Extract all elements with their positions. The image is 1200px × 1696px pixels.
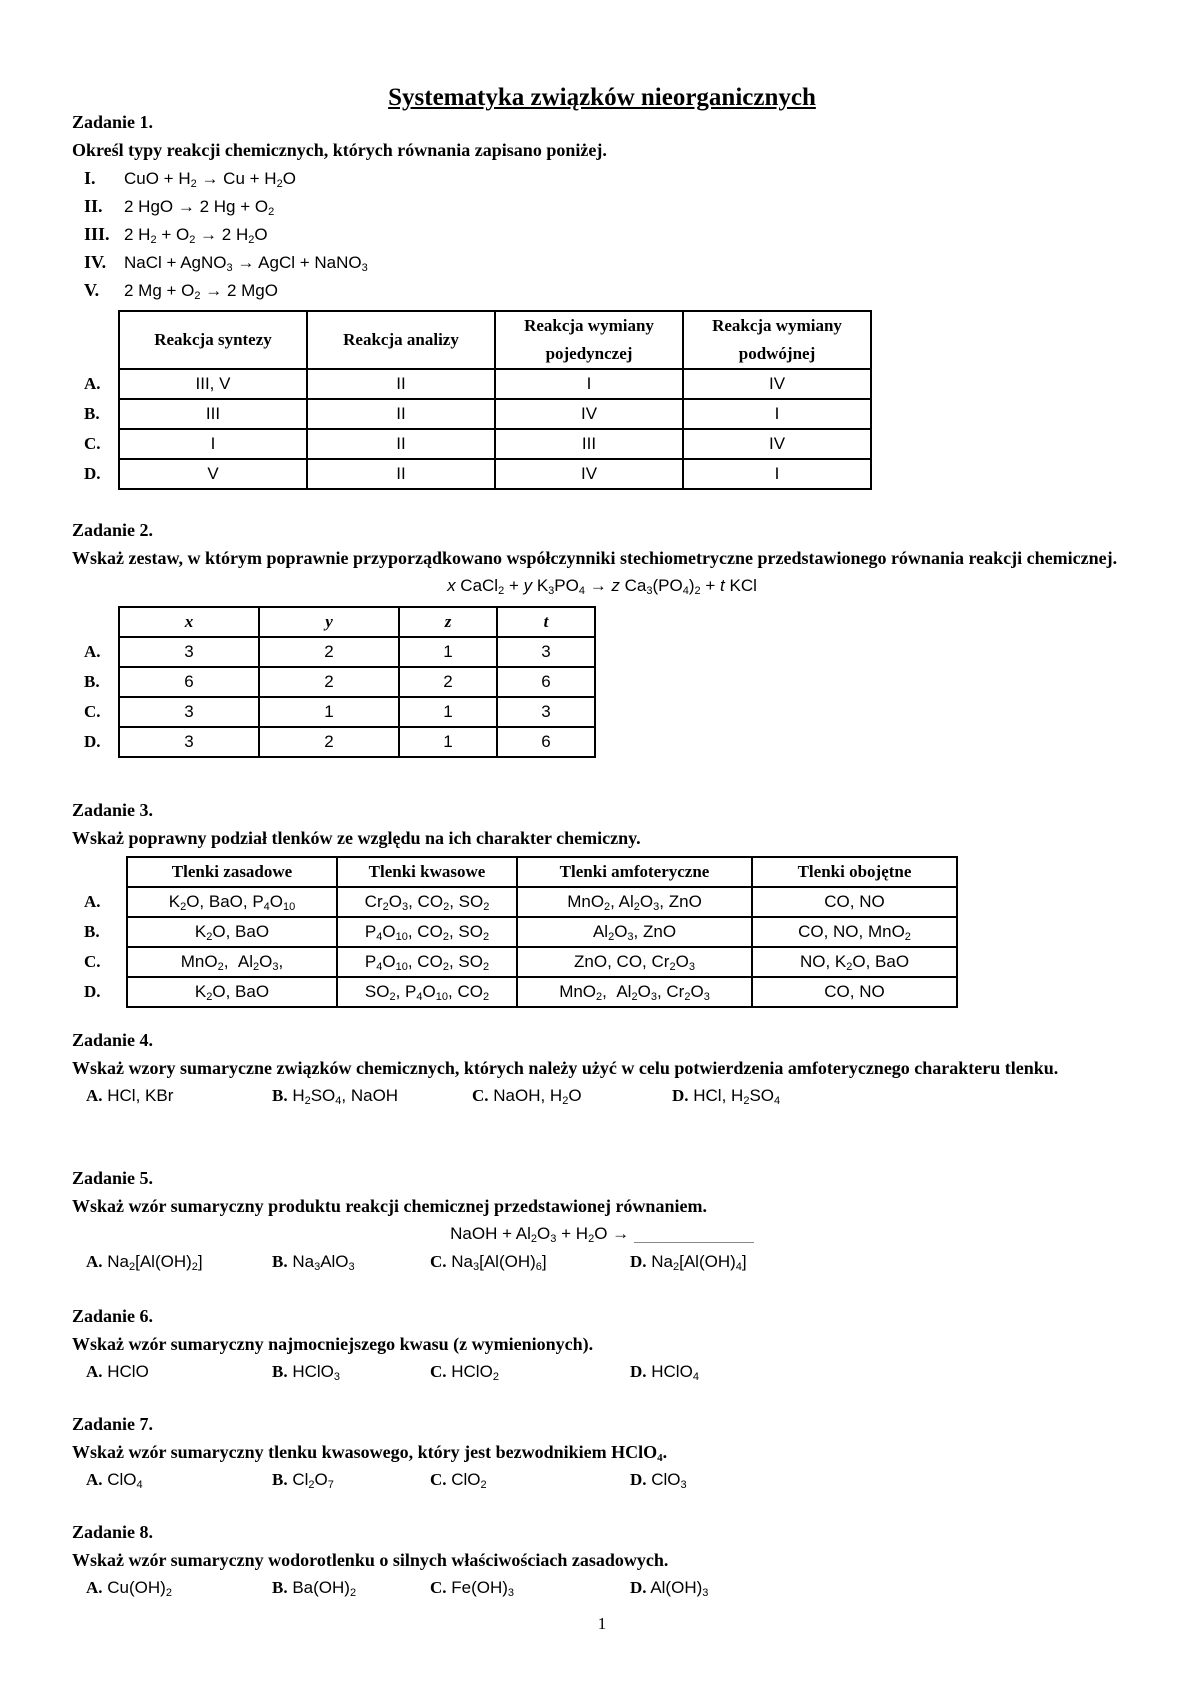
equation-2: II. 2 HgO → 2 $Hg + O_2$	[84, 196, 275, 218]
task-4-label: Zadanie 4.	[72, 1030, 154, 1050]
task-5	[72, 1164, 1132, 1276]
task-6-label: Zadanie 6.	[72, 1306, 154, 1326]
task-1-text: Określ typy reakcji chemicznych, których równania zapisano poniżej.	[72, 140, 607, 160]
task-1-table: Reakcja syntezy Reakcja analizy Reakcja wymiany pojedynczej Reakcja wymiany podwójnej A. III, V II I IV B. III II IV I C. I II III IV D. V II IV I	[72, 310, 872, 490]
task-5-text: Wskaż wzór sumaryczny produktu reakcji chemicznej przedstawionej równaniem.	[72, 1196, 707, 1216]
task-7-text: Wskaż wzór sumaryczny tlenku kwasowego, który jest bezwodnikiem HClO$_4$.	[72, 1442, 668, 1464]
task-2-label: Zadanie 2.	[72, 520, 154, 540]
table-row: C. I II III IV	[72, 429, 871, 459]
task-2-table: x y z t A. 3 2 1 3 B. 6 2 2 6 C. 3 1 1 3 D. 3 2 1 6	[72, 606, 596, 758]
table-row: B. $K_2O$, BaO $P_4O_{10}$, $CO_2$, $SO_2$ $Al_2O_3$, ZnO CO, NO, MnO$_2$	[72, 917, 957, 947]
table-row: B. 6 2 2 6	[72, 667, 595, 697]
page-number: 1	[597, 1614, 607, 1633]
task-5-equation: NaOH + $Al_2O_3 + H_2O$ →	[72, 1220, 1132, 1248]
task-6-text: Wskaż wzór sumaryczny najmocniejszego kwasu (z wymienionych).	[72, 1334, 594, 1354]
table-row: B. III II IV I	[72, 399, 871, 429]
task-2-text: Wskaż zestaw, w którym poprawnie przyporządkowano współczynniki stechiometryczne przedstawionego równania reakcji chemicznej.	[72, 548, 1118, 568]
table-row: C. 3 1 1 3	[72, 697, 595, 727]
task-2	[72, 516, 1132, 758]
equation-4: IV. NaCl + AgNO$_3$ → AgCl + NaNO$_3$	[84, 252, 368, 274]
task-6-answers: A. HClO B. HClO$_3$ C. HClO$_2$ D. HClO$_4$	[86, 1362, 699, 1383]
task-3-table: Tlenki zasadowe Tlenki kwasowe Tlenki amfoteryczne Tlenki obojętne A. $K_2O$, BaO, $P_4O_{10}$ $Cr_2O_3$, $CO_2$, $SO_2$ MnO$_2$, $Al_2O_3$, ZnO CO, NO B. $K_2O$, BaO $P_4O_{10}$, $CO_2$, $SO_2$ $Al_2O_3$, ZnO CO, NO, MnO$_2$ C. MnO$_2$, $Al_2O_3$, $P_4O_{10}$, $CO_2$, $SO_2$ ZnO, CO, $Cr_2O_3$ NO, $K_2O$, BaO D. $K_2O$, BaO $SO_2$, $P_4O_{10}$, $CO_2$ MnO$_2$, $Al_2O_3$, $Cr_2O_3$ CO, NO	[72, 856, 958, 1008]
table-row: A. $K_2O$, BaO, $P_4O_{10}$ $Cr_2O_3$, $CO_2$, $SO_2$ MnO$_2$, $Al_2O_3$, ZnO CO, NO	[72, 887, 957, 917]
task-4-text: Wskaż wzory sumaryczne związków chemicznych, których należy użyć w celu potwierdzenia amfoterycznego charakteru tlenku.	[72, 1058, 1059, 1078]
task-6	[72, 1302, 1132, 1386]
equation-1: I. CuO + $H_2 \to Cu + H_2O$	[84, 168, 296, 190]
task-2-equation: x CaCl$_2$ + y $K_3PO_4 \to z$ $Ca_3(PO_4)_2 + t$ KCl	[447, 576, 757, 597]
table-row: A. III, V II I IV	[72, 369, 871, 399]
task-8-answers: A. $Cu(OH)_2$ B. $Ba(OH)_2$ C. $Fe(OH)_3$ D. $Al(OH)_3$	[86, 1578, 709, 1599]
table-row: A. 3 2 1 3	[72, 637, 595, 667]
task-7-answers: A. ClO$_4$ B. $Cl_2O_7$ C. ClO$_2$ D. ClO$_3$	[86, 1470, 687, 1491]
task-8-label: Zadanie 8.	[72, 1522, 154, 1542]
task-5-label: Zadanie 5.	[72, 1168, 154, 1188]
table-row: D. $K_2O$, BaO $SO_2$, $P_4O_{10}$, $CO_2$ MnO$_2$, $Al_2O_3$, $Cr_2O_3$ CO, NO	[72, 977, 957, 1007]
table-row: D. 3 2 1 6	[72, 727, 595, 757]
task-4	[72, 1026, 1132, 1110]
task-1	[72, 108, 1132, 490]
reaction-equations	[72, 164, 1132, 304]
equation-3: III. 2 $H_2 + O_2 \to 2$ $H_2O$	[84, 224, 268, 246]
equation-5: V. 2 $Mg + O_2 \to 2$ MgO	[84, 280, 278, 302]
task-1-label: Zadanie 1.	[72, 112, 154, 132]
table-row: D. V II IV I	[72, 459, 871, 489]
task-5-answers: A. $Na_2[Al(OH)_2]$ B. $Na_3AlO_3$ C. $Na_3[Al(OH)_6]$ D. $Na_2[Al(OH)_4]$	[86, 1252, 747, 1273]
task-3-label: Zadanie 3.	[72, 800, 154, 820]
task-8	[72, 1518, 1132, 1602]
task-3-text: Wskaż poprawny podział tlenków ze względu na ich charakter chemiczny.	[72, 828, 641, 848]
table-row: C. MnO$_2$, $Al_2O_3$, $P_4O_{10}$, $CO_2$, $SO_2$ ZnO, CO, $Cr_2O_3$ NO, $K_2O$, BaO	[72, 947, 957, 977]
task-8-text: Wskaż wzór sumaryczny wodorotlenku o silnych właściwościach zasadowych.	[72, 1550, 669, 1570]
answer-blank	[634, 1224, 754, 1243]
task-7-label: Zadanie 7.	[72, 1414, 154, 1434]
task-4-answers: A. HCl, KBr B. $H_2SO_4$, NaOH C. NaOH, $H_2O$ D. HCl, $H_2SO_4$	[86, 1086, 781, 1107]
page-title: Systematyka związków nieorganicznych	[388, 84, 816, 111]
task-3	[72, 796, 1132, 1008]
task-7	[72, 1410, 1132, 1494]
